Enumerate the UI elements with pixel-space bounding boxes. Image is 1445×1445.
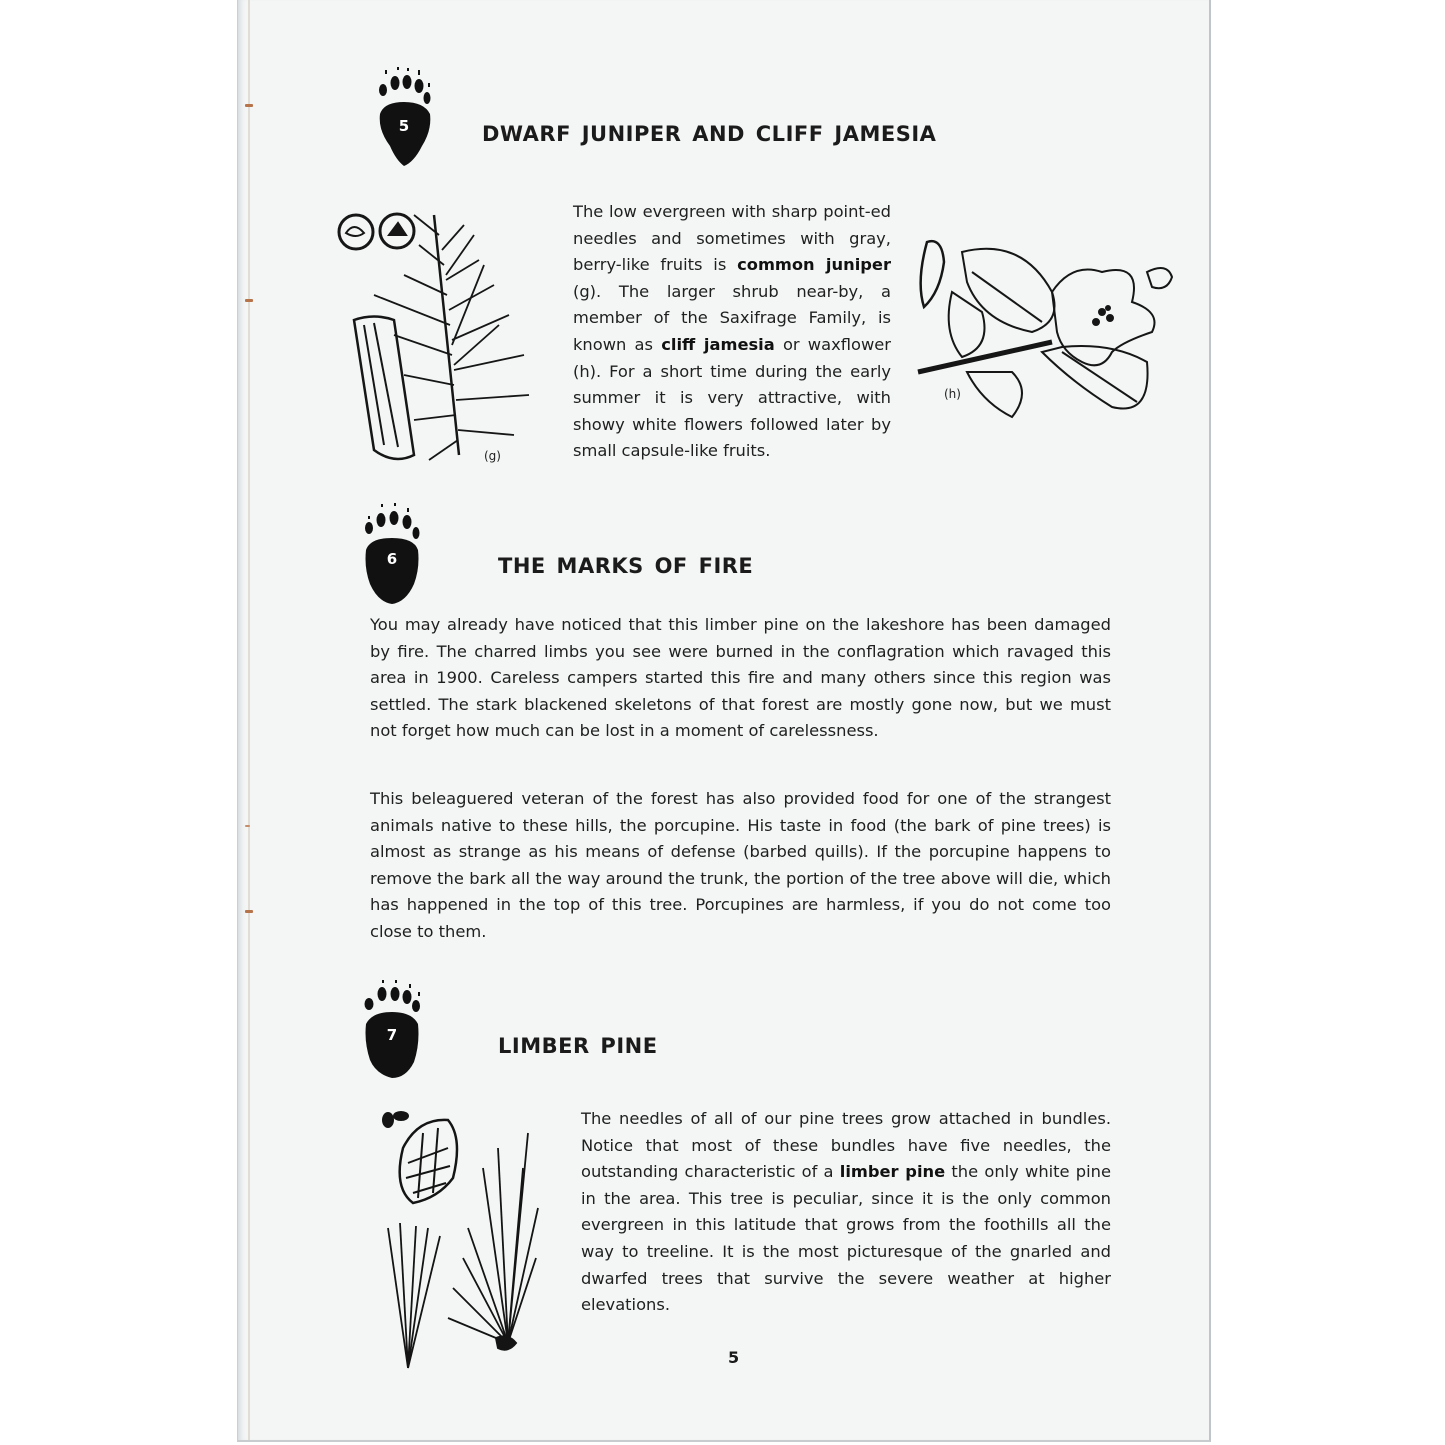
bear-paw-print-icon xyxy=(374,62,434,172)
staple-mark xyxy=(245,910,253,913)
section-number: 6 xyxy=(386,550,398,568)
bear-paw-print-icon xyxy=(362,974,422,1084)
section-title: DWARF JUNIPER AND CLIFF JAMESIA xyxy=(482,122,937,146)
page-spine-fold xyxy=(248,0,250,1440)
bold-term: common juniper xyxy=(737,255,892,275)
staple-mark xyxy=(245,825,250,827)
section-title: THE MARKS OF FIRE xyxy=(498,554,754,578)
bold-term: cliff jamesia xyxy=(661,334,775,354)
page-number: 5 xyxy=(728,1348,740,1367)
illustration-label-h: (h) xyxy=(944,387,961,401)
section-6-paragraph-1: You may already have noticed that this limber pine on the lakeshore has been damaged by fire. The charred limbs you see were burned in the conflagration which ravaged this area in 1900. Careless campers started this fire and many others since this region was settled. The stark blackened skeletons of that forest are mostly gone now, but we must not forget how much can be lost in a moment of carelessness. xyxy=(370,615,1111,741)
bold-term: limber pine xyxy=(839,1162,946,1182)
bear-paw-print-icon xyxy=(362,498,422,608)
illustration-label-g: (g) xyxy=(484,449,501,463)
section-7-paragraph: The needles of all of our pine trees grow attached in bundles. Notice that most of these bundles have five needles, the outstanding characteristic of a limber pine the only white pine in the area. This tree is peculiar, since it is the only common evergreen in this latitude that grows from the foothills all the way to treeline. It is the most picturesque of the gnarled and dwarfed trees that survive the severe weather at higher elevations. xyxy=(581,1109,1111,1315)
section-number: 7 xyxy=(386,1026,398,1044)
staple-mark xyxy=(245,299,253,302)
section-number: 5 xyxy=(398,117,410,135)
staple-mark xyxy=(245,104,253,107)
section-6-paragraph-2: This beleaguered veteran of the forest has also provided food for one of the strangest animals native to these hills, the porcupine. His taste in food (the bark of pine trees) is almost as strange as his means of defense (barbed quills). If the porcupine happens to remove the bark all the way around the trunk, the portion of the tree above will die, which has happened in the top of this tree. Porcupines are harmless, if you do not come too close to them. xyxy=(370,789,1111,941)
juniper-illustration xyxy=(334,205,534,470)
section-title: LIMBER PINE xyxy=(498,1034,658,1058)
limber-pine-illustration xyxy=(378,1108,548,1373)
section-5-paragraph: The low evergreen with sharp point-ed needles and sometimes with gray, berry-like fruits is common juniper (g). The larger shrub near-by, a member of the Saxifrage Family, is known as cliff jamesia or waxflower (h). For a short time during the early summer it is very attractive, with showy white flowers followed later by small capsule-like fruits. xyxy=(573,202,892,461)
